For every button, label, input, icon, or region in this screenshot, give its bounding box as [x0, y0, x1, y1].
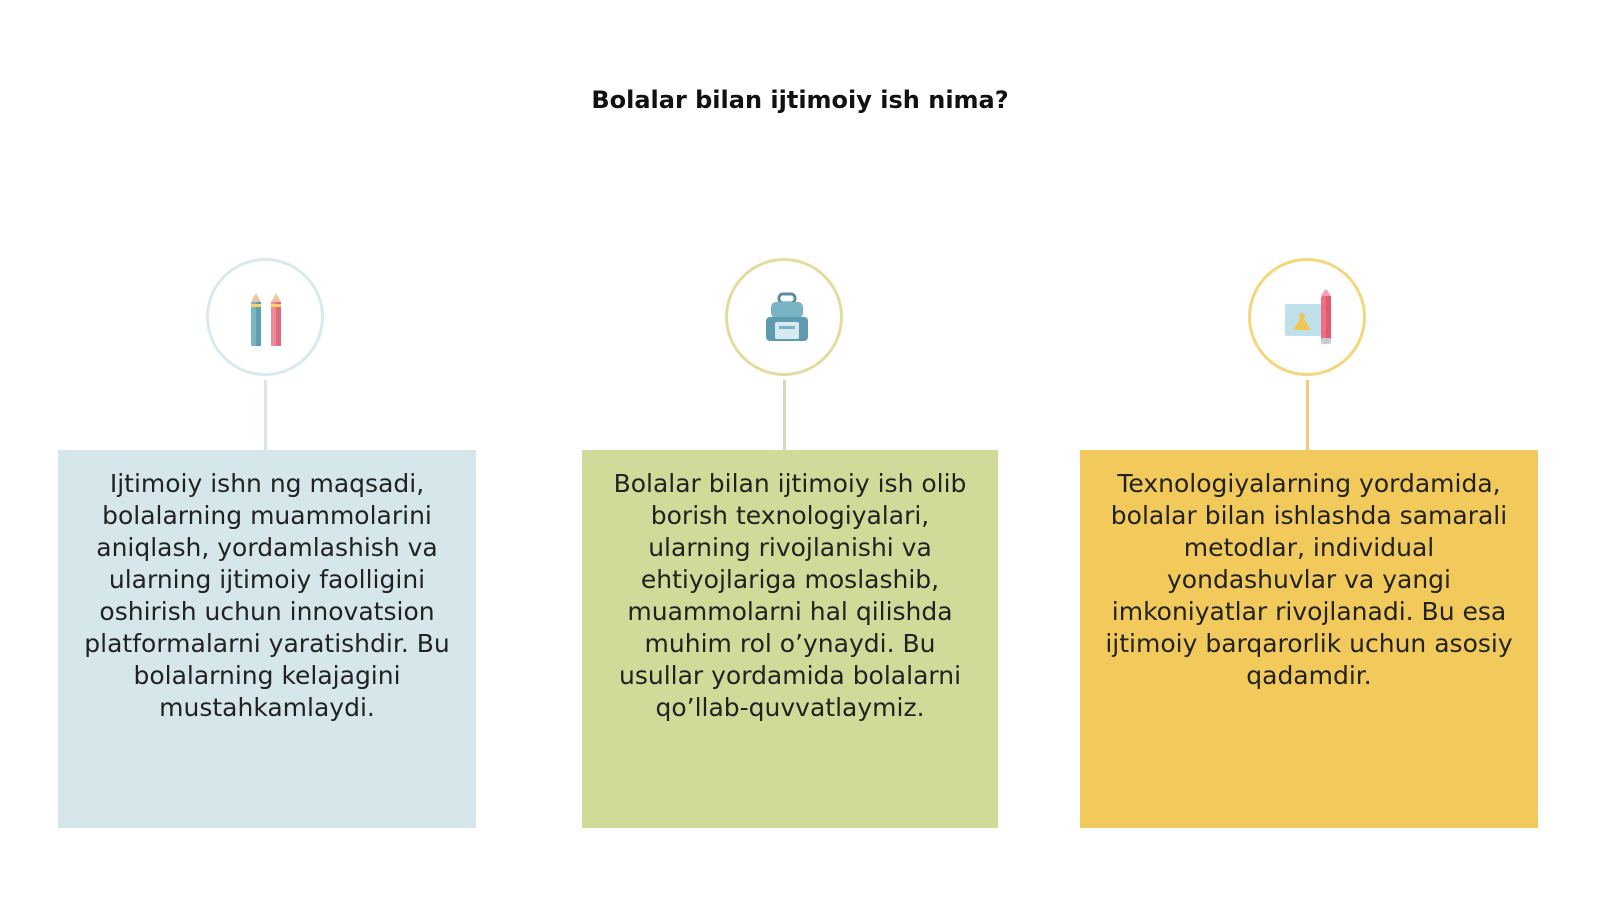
connector-line-3: [1306, 380, 1309, 452]
card-text-1: Ijtimoiy ishn ng maqsadi, bolalarning muammolarini aniqlash, yordamlashish va ularning ijtimoiy faolligini oshirish uchun innovatsion platformalarni yaratishdir. Bu bolalarning kelajagini mustahkamlaydi.: [84, 469, 450, 722]
icon-circle-2: [725, 258, 843, 376]
icon-circle-1: [206, 258, 324, 376]
connector-line-2: [783, 380, 786, 452]
card-text-2: Bolalar bilan ijtimoiy ish olib borish texnologiyalari, ularning rivojlanishi va ehtiyojlariga moslashib, muammolarni hal qilishda muhim rol o’ynaydi. Bu usullar yordamida bolalarni qo’llab-quvvatlaymiz.: [613, 469, 967, 722]
drawing-pencil-icon: [1280, 290, 1340, 350]
icon-circle-3: [1248, 258, 1366, 376]
card-text-3: Texnologiyalarning yordamida, bolalar bilan ishlashda samarali metodlar, individual yondashuvlar va yangi imkoniyatlar rivojlanadi. Bu esa ijtimoiy barqarorlik uchun asosiy qadamdir.: [1105, 469, 1513, 690]
info-card-2: [582, 450, 998, 828]
info-card-1: [58, 450, 476, 828]
pencils-icon: [238, 290, 298, 350]
backpack-icon: [757, 290, 817, 350]
page-title: Bolalar bilan ijtimoiy ish nima?: [591, 86, 1009, 114]
info-card-3: [1080, 450, 1538, 828]
connector-line-1: [264, 380, 267, 452]
